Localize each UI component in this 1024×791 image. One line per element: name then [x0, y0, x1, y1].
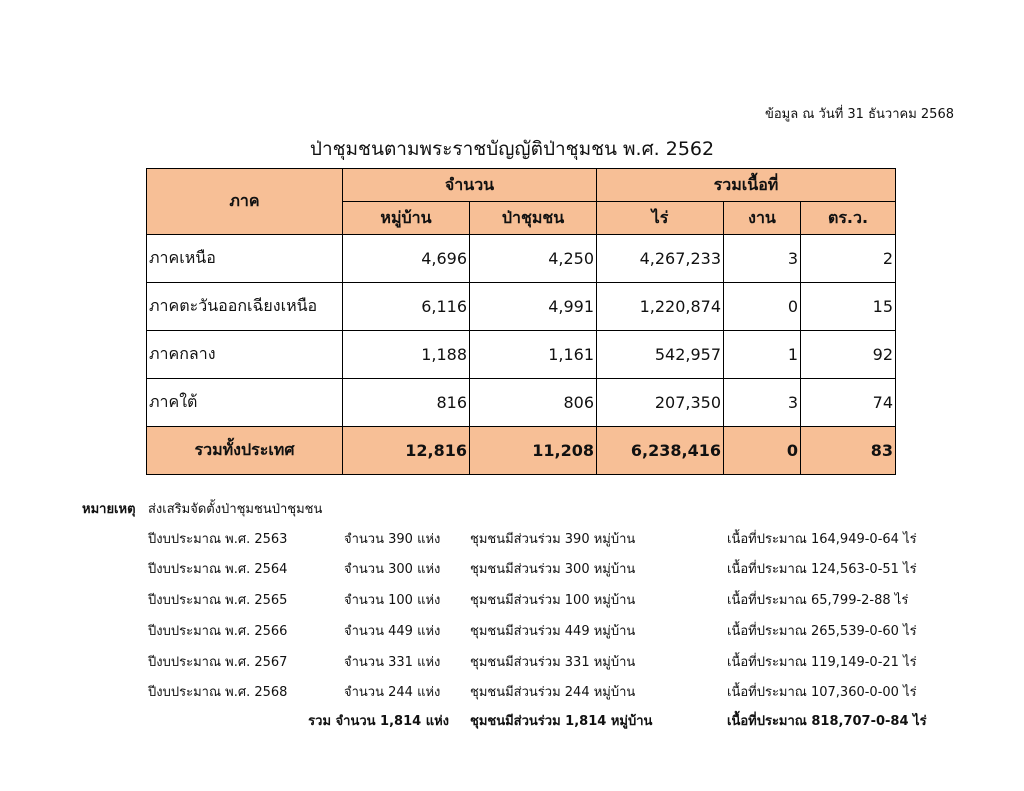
cell-forests: 4,250 [470, 235, 597, 283]
cell-region: ภาคใต้ [147, 379, 343, 427]
note-count: จำนวน 300 แห่ง [344, 562, 441, 577]
cell-villages: 816 [343, 379, 470, 427]
cell-region: ภาคเหนือ [147, 235, 343, 283]
notes-intro: ส่งเสริมจัดตั้งป่าชุมชนป่าชุมชน [148, 502, 323, 517]
note-row [0, 558, 1024, 578]
total-row [147, 427, 896, 475]
cell-square-wa: 74 [801, 379, 896, 427]
note-count: จำนวน 390 แห่ง [344, 532, 441, 547]
note-area: เนื้อที่ประมาณ 265,539-0-60 ไร่ [727, 624, 917, 639]
header-area: รวมเนื้อที่ [597, 169, 896, 202]
note-year: ปีงบประมาณ พ.ศ. 2566 [148, 624, 288, 639]
cell-ngan: 0 [724, 283, 801, 331]
cell-square-wa: 15 [801, 283, 896, 331]
note-area: เนื้อที่ประมาณ 107,360-0-00 ไร่ [727, 685, 917, 700]
note-villages: ชุมชนมีส่วนร่วม 390 หมู่บ้าน [470, 532, 636, 547]
cell-ngan: 3 [724, 379, 801, 427]
note-year: ปีงบประมาณ พ.ศ. 2568 [148, 685, 288, 700]
note-row [0, 651, 1024, 671]
cell-forests: 4,991 [470, 283, 597, 331]
note-villages: ชุมชนมีส่วนร่วม 331 หมู่บ้าน [470, 655, 636, 670]
note-summary-count: รวม จำนวน 1,814 แห่ง [308, 714, 449, 729]
cell-villages: 4,696 [343, 235, 470, 283]
note-year: ปีงบประมาณ พ.ศ. 2564 [148, 562, 288, 577]
cell-ngan: 1 [724, 331, 801, 379]
header-villages: หมู่บ้าน [343, 202, 470, 235]
cell-forests: 1,161 [470, 331, 597, 379]
header-count: จำนวน [343, 169, 597, 202]
note-row [0, 620, 1024, 640]
table-row [147, 283, 896, 331]
cell-rai: 542,957 [597, 331, 724, 379]
note-area: เนื้อที่ประมาณ 119,149-0-21 ไร่ [727, 655, 917, 670]
note-summary-area: เนื้อที่ประมาณ 818,707-0-84 ไร่ [727, 714, 927, 729]
cell-square-wa: 2 [801, 235, 896, 283]
cell-total-rai: 6,238,416 [597, 427, 724, 475]
note-count: จำนวน 100 แห่ง [344, 593, 441, 608]
note-row [0, 681, 1024, 701]
cell-square-wa: 92 [801, 331, 896, 379]
note-count: จำนวน 449 แห่ง [344, 624, 441, 639]
cell-forests: 806 [470, 379, 597, 427]
note-villages: ชุมชนมีส่วนร่วม 449 หมู่บ้าน [470, 624, 636, 639]
cell-villages: 6,116 [343, 283, 470, 331]
header-ngan: งาน [724, 202, 801, 235]
note-count: จำนวน 331 แห่ง [344, 655, 441, 670]
page-title: ป่าชุมชนตามพระราชบัญญัติป่าชุมชน พ.ศ. 2562 [309, 138, 715, 160]
note-count: จำนวน 244 แห่ง [344, 685, 441, 700]
note-row [0, 589, 1024, 609]
note-year: ปีงบประมาณ พ.ศ. 2563 [148, 532, 288, 547]
cell-total-square-wa: 83 [801, 427, 896, 475]
note-villages: ชุมชนมีส่วนร่วม 100 หมู่บ้าน [470, 593, 636, 608]
notes-label: หมายเหตุ [82, 502, 136, 517]
note-row [0, 528, 1024, 548]
cell-region: ภาคตะวันออกเฉียงเหนือ [147, 283, 343, 331]
header-region: ภาค [147, 169, 343, 235]
note-area: เนื้อที่ประมาณ 124,563-0-51 ไร่ [727, 562, 917, 577]
table-row [147, 235, 896, 283]
table-row [147, 379, 896, 427]
cell-total-forests: 11,208 [470, 427, 597, 475]
header-square-wa: ตร.ว. [801, 202, 896, 235]
header-forests: ป่าชุมชน [470, 202, 597, 235]
note-summary-villages: ชุมชนมีส่วนร่วม 1,814 หมู่บ้าน [470, 714, 653, 729]
note-area: เนื้อที่ประมาณ 65,799-2-88 ไร่ [727, 593, 909, 608]
cell-region: ภาคกลาง [147, 331, 343, 379]
header-rai: ไร่ [597, 202, 724, 235]
note-year: ปีงบประมาณ พ.ศ. 2567 [148, 655, 288, 670]
as-of-date: ข้อมูล ณ วันที่ 31 ธันวาคม 2568 [764, 107, 954, 122]
note-summary-row [0, 710, 1024, 730]
cell-rai: 207,350 [597, 379, 724, 427]
note-villages: ชุมชนมีส่วนร่วม 300 หมู่บ้าน [470, 562, 636, 577]
note-villages: ชุมชนมีส่วนร่วม 244 หมู่บ้าน [470, 685, 636, 700]
note-area: เนื้อที่ประมาณ 164,949-0-64 ไร่ [727, 532, 917, 547]
cell-rai: 1,220,874 [597, 283, 724, 331]
note-year: ปีงบประมาณ พ.ศ. 2565 [148, 593, 288, 608]
cell-total-villages: 12,816 [343, 427, 470, 475]
cell-villages: 1,188 [343, 331, 470, 379]
cell-total-label: รวมทั้งประเทศ [147, 427, 343, 475]
cell-total-ngan: 0 [724, 427, 801, 475]
cell-ngan: 3 [724, 235, 801, 283]
table-row [147, 331, 896, 379]
cell-rai: 4,267,233 [597, 235, 724, 283]
forest-table [146, 168, 896, 475]
